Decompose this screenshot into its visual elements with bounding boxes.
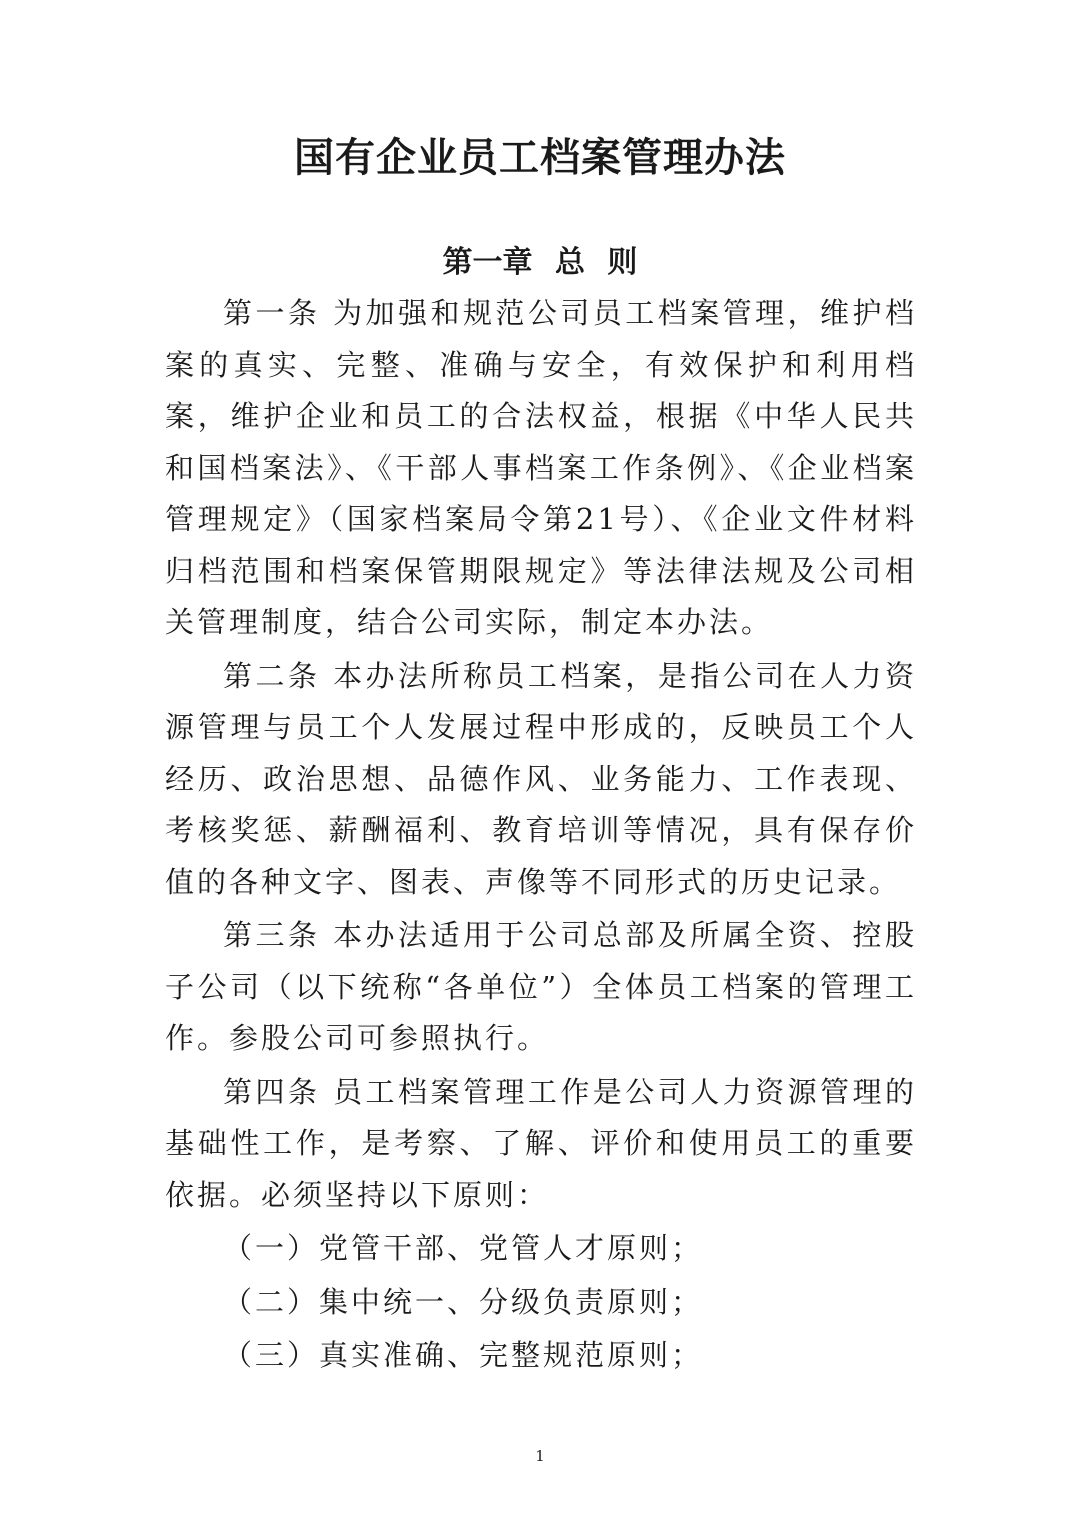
document-title: 国有企业员工档案管理办法 <box>294 135 786 181</box>
principle-3: （三）真实准确、完整规范原则； <box>223 1338 704 1372</box>
page-number: 1 <box>535 1447 545 1465</box>
chapter-heading: 第一章 总 则 <box>442 245 638 280</box>
article-2: 第二条 本办法所称员工档案，是指公司在人力资源管理与员工个人发展过程中形成的，反映员工个人经历、政治思想、品德作风、业务能力、工作表现、考核奖惩、薪酬福利、教育培训等情况，具有保存价值的各种文字、图表、声像等不同形式的历史记录。 <box>165 658 917 899</box>
article-1: 第一条 为加强和规范公司员工档案管理，维护档案的真实、完整、准确与安全，有效保护和利用档案，维护企业和员工的合法权益，根据《中华人民共和国档案法》、《干部人事档案工作条例》、《企业档案管理规定》（国家档案局令第21号）、《企业文件材料归档范围和档案保管期限规定》等法律法规及公司相关管理制度，结合公司实际，制定本办法。 <box>165 296 917 639</box>
article-4: 第四条 员工档案管理工作是公司人力资源管理的基础性工作，是考察、了解、评价和使用员工的重要依据。必须坚持以下原则： <box>165 1074 917 1212</box>
article-3: 第三条 本办法适用于公司总部及所属全资、控股子公司（以下统称“各单位”）全体员工档案的管理工作。参股公司可参照执行。 <box>165 918 917 1055</box>
document-body <box>165 288 917 1384</box>
principle-1: （一）党管干部、党管人才原则； <box>223 1231 704 1265</box>
principle-2: （二）集中统一、分级负责原则； <box>223 1284 704 1319</box>
